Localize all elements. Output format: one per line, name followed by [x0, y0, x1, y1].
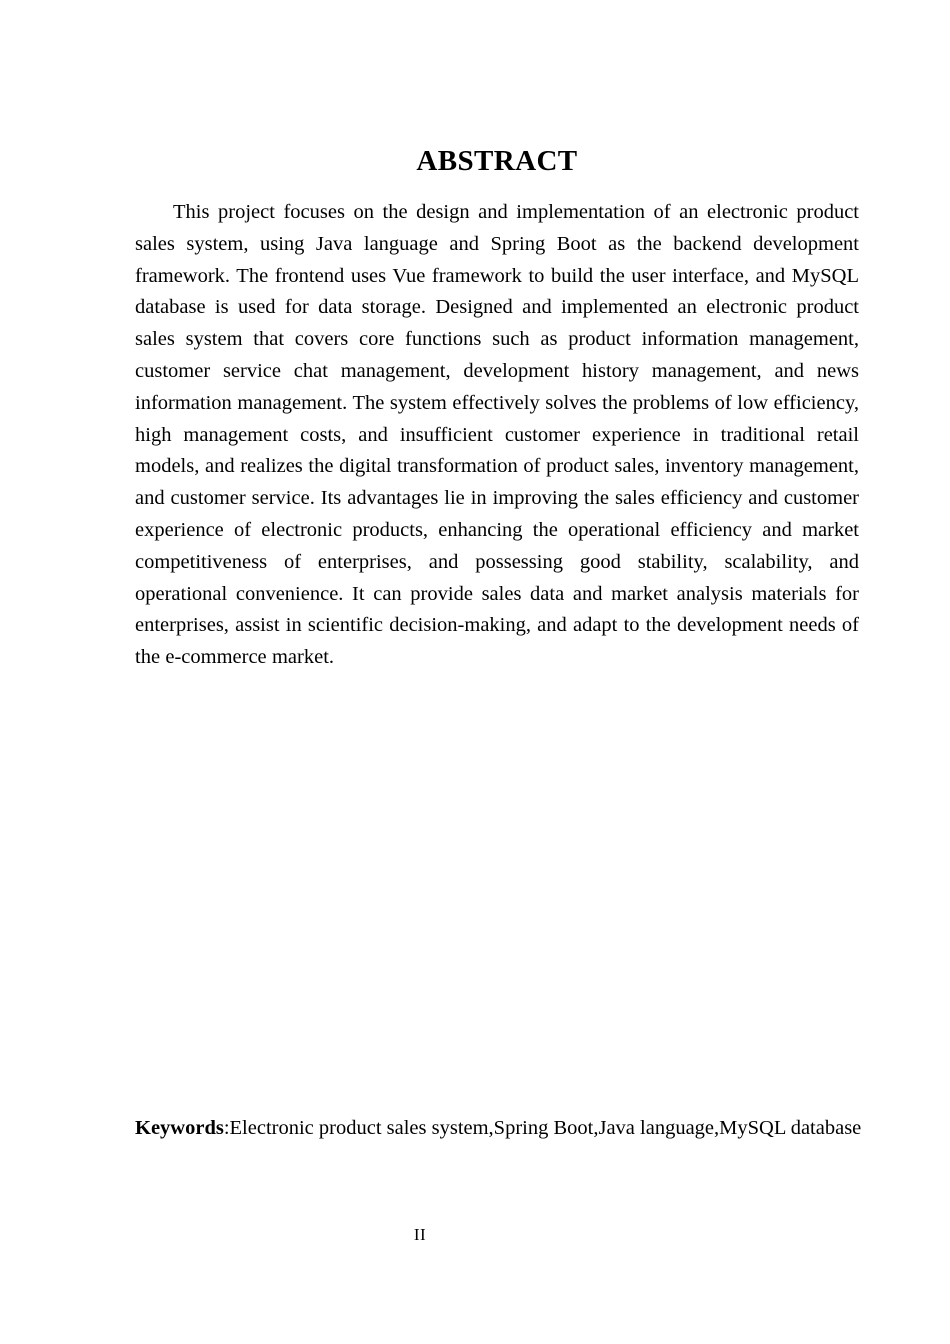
abstract-paragraph: This project focuses on the design and implementation of an electronic product sales system, using Java language and Spring Boot as the backend development framework. The frontend uses Vue framework to build the user interface, and MySQL database is used for data storage. Designed and implemented an electronic product sales system that covers core functions such as product information management, customer service chat management, development history management, and news information management. The system effectively solves the problems of low efficiency, high management costs, and insufficient customer experience in traditional retail models, and realizes the digital transformation of product sales, inventory management, and customer service. Its advantages lie in improving the sales efficiency and customer experience of electronic products, enhancing the operational efficiency and market competitiveness of enterprises, and possessing good stability, scalability, and operational convenience. It can provide sales data and market analysis materials for enterprises, assist in scientific decision-making, and adapt to the development needs of the e-commerce market.: [135, 201, 859, 669]
keywords-line: [135, 1113, 862, 1143]
keywords-label: Keywords: [135, 1117, 224, 1139]
page-number: II: [413, 1225, 427, 1244]
keywords-separator: :: [223, 1117, 230, 1139]
keywords-value: Electronic product sales system,Spring Boot,Java language,MySQL database: [229, 1117, 862, 1139]
page-title: ABSTRACT: [416, 145, 578, 177]
